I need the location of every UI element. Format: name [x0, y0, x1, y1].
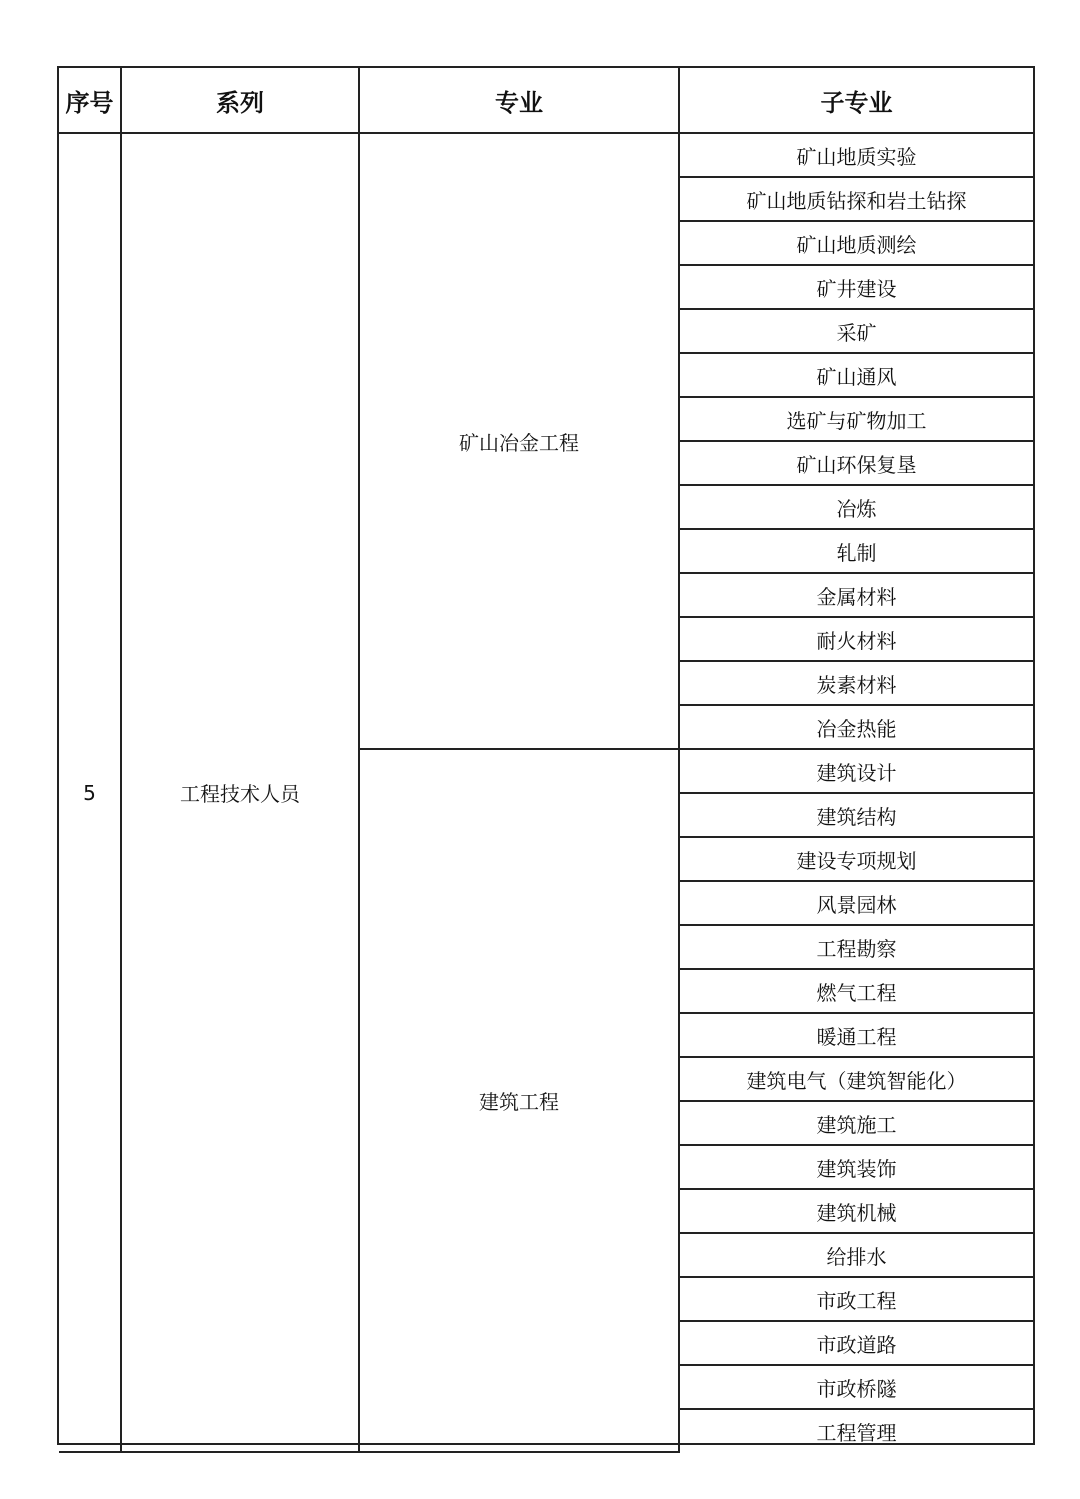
sub-major-cell: 矿井建设 [679, 265, 1033, 309]
sub-major-cell: 冶金热能 [679, 705, 1033, 749]
sub-major-cell: 选矿与矿物加工 [679, 397, 1033, 441]
sub-major-cell: 建筑施工 [679, 1101, 1033, 1145]
sub-major-cell: 市政工程 [679, 1277, 1033, 1321]
sub-major-cell: 建筑结构 [679, 793, 1033, 837]
sub-major-cell: 工程管理 [679, 1409, 1033, 1452]
header-row [59, 68, 1033, 133]
sub-major-cell: 耐火材料 [679, 617, 1033, 661]
sub-major-cell: 建筑装饰 [679, 1145, 1033, 1189]
sub-major-cell: 矿山地质测绘 [679, 221, 1033, 265]
series-cell: 工程技术人员 [121, 133, 359, 1452]
table-row [59, 133, 1033, 177]
sub-major-cell: 采矿 [679, 309, 1033, 353]
index-cell: 5 [59, 133, 121, 1452]
sub-major-cell: 市政桥隧 [679, 1365, 1033, 1409]
header-sub-major: 子专业 [679, 68, 1033, 133]
major-cell: 建筑工程 [359, 749, 679, 1452]
sub-major-cell: 风景园林 [679, 881, 1033, 925]
header-major: 专业 [359, 68, 679, 133]
sub-major-cell: 轧制 [679, 529, 1033, 573]
sub-major-cell: 燃气工程 [679, 969, 1033, 1013]
sub-major-cell: 矿山环保复垦 [679, 441, 1033, 485]
sub-major-cell: 矿山地质实验 [679, 133, 1033, 177]
sub-major-cell: 建筑机械 [679, 1189, 1033, 1233]
sub-major-cell: 金属材料 [679, 573, 1033, 617]
sub-major-cell: 冶炼 [679, 485, 1033, 529]
profession-table [59, 68, 1033, 1453]
sub-major-cell: 建筑电气（建筑智能化） [679, 1057, 1033, 1101]
profession-table-container [57, 66, 1035, 1445]
sub-major-cell: 市政道路 [679, 1321, 1033, 1365]
sub-major-cell: 给排水 [679, 1233, 1033, 1277]
header-series: 系列 [121, 68, 359, 133]
sub-major-cell: 暖通工程 [679, 1013, 1033, 1057]
header-index: 序号 [59, 68, 121, 133]
sub-major-cell: 建筑设计 [679, 749, 1033, 793]
sub-major-cell: 矿山地质钻探和岩土钻探 [679, 177, 1033, 221]
major-cell: 矿山冶金工程 [359, 133, 679, 749]
sub-major-cell: 工程勘察 [679, 925, 1033, 969]
sub-major-cell: 建设专项规划 [679, 837, 1033, 881]
sub-major-cell: 炭素材料 [679, 661, 1033, 705]
sub-major-cell: 矿山通风 [679, 353, 1033, 397]
